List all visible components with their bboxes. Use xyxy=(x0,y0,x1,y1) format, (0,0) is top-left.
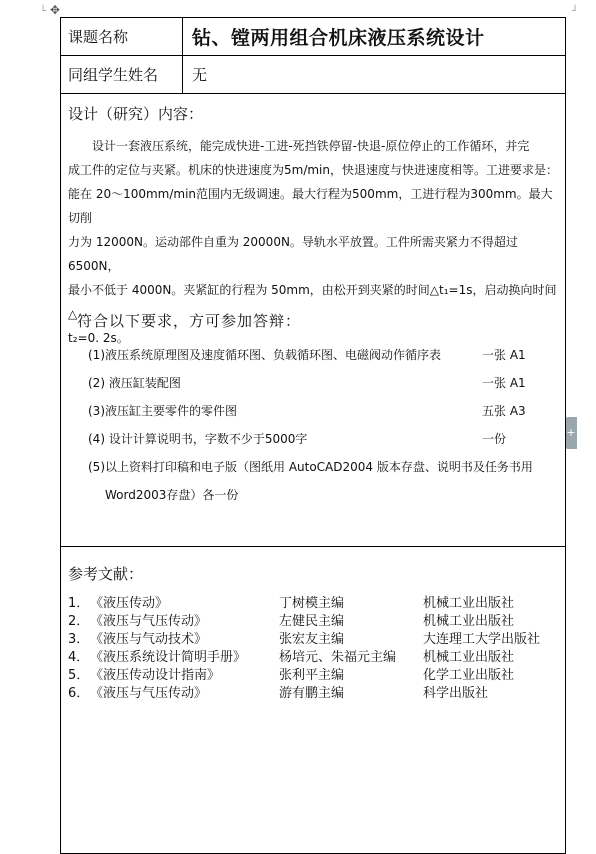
reference-publisher: 科学出版社 xyxy=(423,686,489,701)
reference-publisher: 机械工业出版社 xyxy=(423,596,515,611)
reference-title: 《液压系统设计简明手册》 xyxy=(90,650,247,665)
references-heading: 参考文献： xyxy=(68,565,144,583)
requirement-item: (1)液压系统原理图及速度循环图、负载循环图、电磁阀动作循序表 xyxy=(88,348,442,362)
design-line: 能在 20～100mm/min范围内无级调速。最大行程为500mm，工进行程为300mm。最大切削 xyxy=(68,187,553,225)
requirement-qty: 一张 A1 xyxy=(482,376,526,390)
reference-number: 1． xyxy=(68,596,90,611)
reference-number: 5． xyxy=(68,668,90,683)
reference-title: 《液压与气压传动》 xyxy=(90,686,208,701)
plus-icon: + xyxy=(566,426,576,439)
reference-title: 《液压与气压传动》 xyxy=(90,614,208,629)
requirement-item: (2) 液压缸装配图 xyxy=(88,376,181,390)
reference-publisher: 大连理工大学出版社 xyxy=(423,632,541,647)
reference-publisher: 机械工业出版社 xyxy=(423,650,515,665)
task-form-table xyxy=(60,17,566,854)
topic-value: 钻、镗两用组合机床液压系统设计 xyxy=(183,18,566,56)
move-handle-icon[interactable]: ✥ xyxy=(50,3,61,17)
requirement-item: (4) 设计计算说明书，字数不少于5000字 xyxy=(88,432,308,446)
reference-publisher: 化学工业出版社 xyxy=(423,668,515,683)
group-members-label: 同组学生姓名 xyxy=(61,56,183,94)
requirement-item-continued: Word2003存盘）各一份 xyxy=(105,488,239,502)
reference-title: 《液压传动设计指南》 xyxy=(90,668,221,683)
design-content-cell xyxy=(61,94,566,547)
reference-publisher: 机械工业出版社 xyxy=(423,614,515,629)
reference-number: 3． xyxy=(68,632,90,647)
reference-author: 游有鹏主编 xyxy=(279,686,345,701)
requirement-qty: 一份 xyxy=(482,432,507,446)
design-line: t₂=0. 2s。 xyxy=(68,331,129,345)
corner-mark-right: ┘ xyxy=(572,6,579,17)
requirement-qty: 五张 A3 xyxy=(482,404,526,418)
reference-author: 张宏友主编 xyxy=(279,632,345,647)
design-heading: 设计（研究）内容： xyxy=(68,105,204,123)
group-members-value: 无 xyxy=(183,56,566,94)
design-line: 成工件的定位与夹紧。机床的快进速度为5m/min，快退速度与快进速度相等。工进要求是： xyxy=(68,163,558,177)
reference-author: 张利平主编 xyxy=(279,668,345,683)
references-cell xyxy=(61,547,566,854)
reference-author: 丁树模主编 xyxy=(279,596,345,611)
requirement-item: (3)液压缸主要零件的零件图 xyxy=(88,404,237,418)
requirement-qty: 一张 A1 xyxy=(482,348,526,362)
requirement-item: (5)以上资料打印稿和电子版（图纸用 AutoCAD2004 版本存盘、说明书及任务书用 xyxy=(88,460,533,474)
reference-title: 《液压与气动技术》 xyxy=(90,632,208,647)
design-line: 力为 12000N。运动部件自重为 20000N。导轨水平放置。工件所需夹紧力不得超过 6500N， xyxy=(68,235,518,273)
reference-number: 2． xyxy=(68,614,90,629)
reference-title: 《液压传动》 xyxy=(90,596,169,611)
design-line: 最小不低于 4000N。夹紧缸的行程为 50mm，由松开到夹紧的时间△t₁=1s，启动换向时间△ xyxy=(68,283,557,321)
reference-author: 杨培元、朱福元主编 xyxy=(279,650,397,665)
reference-author: 左健民主编 xyxy=(279,614,345,629)
topic-label: 课题名称 xyxy=(61,18,183,56)
reference-number: 6． xyxy=(68,686,90,701)
requirements-heading: 符合以下要求，方可参加答辩： xyxy=(77,312,302,330)
side-expand-tab[interactable] xyxy=(565,417,577,449)
corner-mark-left: └ xyxy=(40,6,47,17)
reference-number: 4． xyxy=(68,650,90,665)
design-line: 设计一套液压系统，能完成快进-工进-死挡铁停留-快退-原位停止的工作循环，并完 xyxy=(92,139,530,153)
